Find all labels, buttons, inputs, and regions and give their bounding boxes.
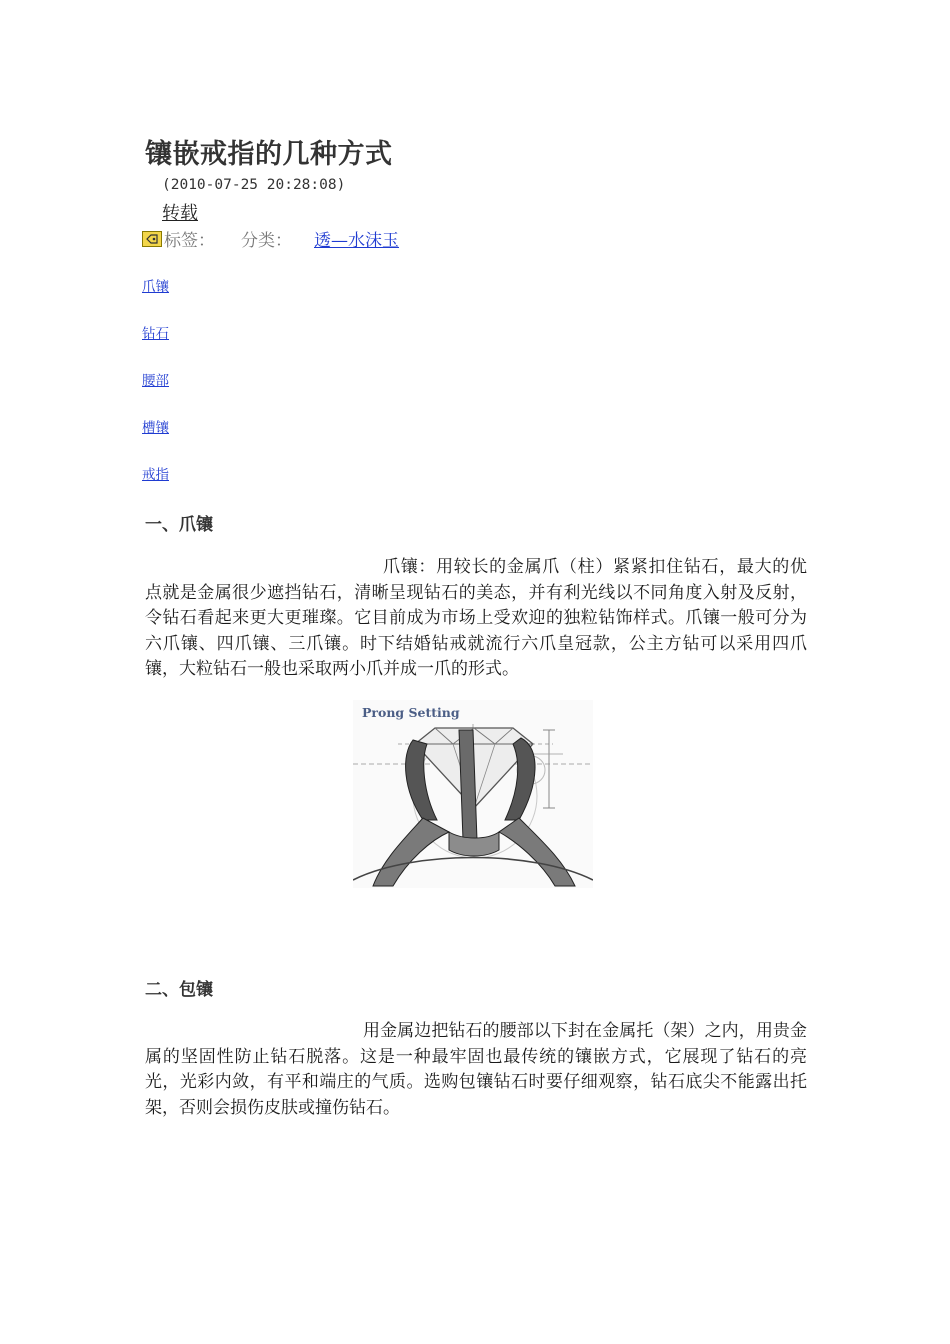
tag-link[interactable]: 戒指	[142, 467, 169, 483]
prong-setting-illustration	[353, 700, 593, 888]
tag-link[interactable]: 腰部	[142, 373, 169, 389]
prong-setting-drawing	[353, 700, 593, 888]
repost-link[interactable]: 转载	[162, 203, 198, 224]
tags-label: 标签：	[164, 231, 215, 251]
tag-link[interactable]: 钻石	[142, 326, 169, 342]
tag-link[interactable]: 爪镶	[142, 279, 169, 295]
tag-link[interactable]: 槽镶	[142, 420, 169, 436]
tag-icon	[142, 231, 162, 247]
section-heading-bezel: 二、包镶	[145, 980, 213, 1000]
section-paragraph-bezel: 用金属边把钻石的腰部以下封在金属托（架）之内，用贵金属的坚固性防止钻石脱落。这是一种最牢固也最传统的镶嵌方式，它展现了钻石的亮光，光彩内敛，有平和端庄的气质。选购包镶钻石时要仔细观察，钻石底尖不能露出托架，否则会损伤皮肤或撞伤钻石。	[145, 1021, 807, 1118]
section-paragraph-prong: 爪镶：用较长的金属爪（柱）紧紧扣住钻石，最大的优点就是金属很少遮挡钻石，清晰呈现钻石的美态，并有利光线以不同角度入射及反射，令钻石看起来更大更璀璨。它目前成为市场上受欢迎的独粒钻饰样式。爪镶一般可分为六爪镶、四爪镶、三爪镶。时下结婚钻戒就流行六爪皇冠款，公主方钻可以采用四爪镶，大粒钻石一般也采取两小爪并成一爪的形式。	[145, 557, 807, 679]
figure-label: Prong Setting	[362, 705, 460, 720]
post-timestamp: (2010-07-25 20:28:08)	[162, 177, 346, 193]
category-link[interactable]: 透—水沫玉	[314, 231, 399, 251]
category-label: 分类：	[241, 231, 292, 251]
page-title: 镶嵌戒指的几种方式	[145, 139, 393, 170]
meta-row	[142, 226, 399, 251]
section-heading-prong: 一、爪镶	[145, 515, 213, 535]
